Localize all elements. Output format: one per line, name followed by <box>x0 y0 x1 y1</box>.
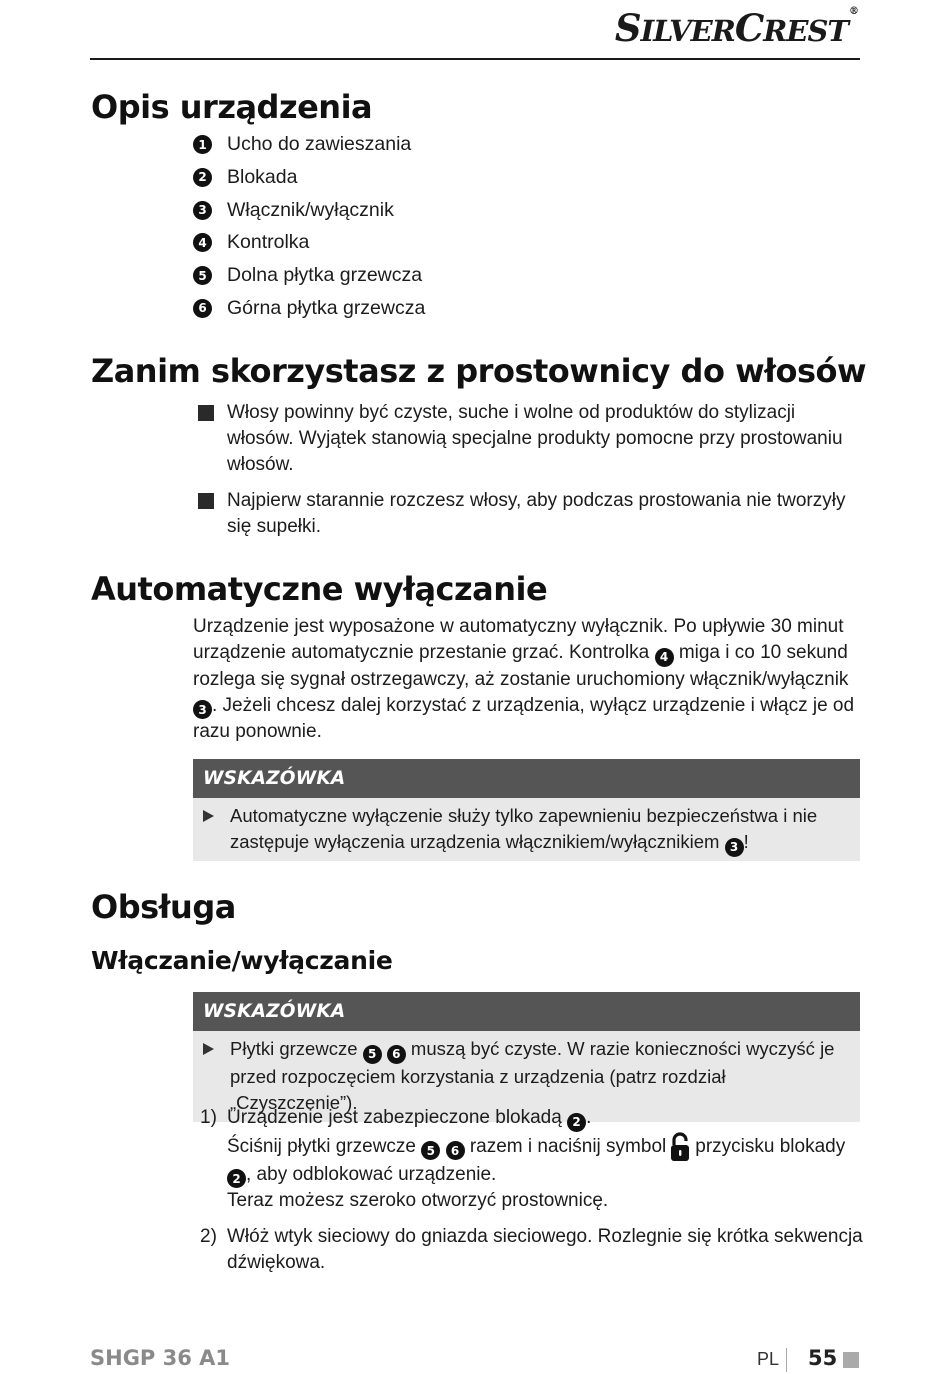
note-box-plates <box>193 992 860 1122</box>
note-heading: WSKAZÓWKA <box>193 759 860 798</box>
number-badge-icon: 5 <box>421 1141 440 1160</box>
square-bullet-icon <box>198 493 214 509</box>
note-text: Automatyczne wyłączenie służy tylko zapewnieniu bezpieczeństwa i nie zastępuje wyłączenia urządzenia włącznikiem/wyłącznikiem 3 ! <box>230 803 848 857</box>
number-badge-icon: 3 <box>193 700 212 719</box>
number-badge-icon: 4 <box>193 233 212 252</box>
list-item <box>198 400 860 478</box>
auto-shutoff-paragraph <box>193 614 860 745</box>
note-body <box>193 798 860 861</box>
step-line: Ściśnij płytki grzewcze 5 6 razem i naciśnij symbol przycisku blokady 2 , aby odblokować urządzenie. <box>227 1132 865 1189</box>
paragraph-text: Urządzenie jest wyposażone w automatyczny wyłącznik. Po upływie 30 minut urządzenie automatycznie przestanie grzać. Kontrolka <box>193 616 844 663</box>
part-label: Kontrolka <box>227 231 310 254</box>
number-badge-icon: 6 <box>193 299 212 318</box>
note-text: Płytki grzewcze 5 6 muszą być czyste. W razie konieczności wyczyść je przed rozpoczęciem korzystania z urządzenia (patrz rozdział „Czyszczenie”). <box>230 1038 835 1113</box>
part-item <box>193 130 425 163</box>
part-item <box>193 228 425 261</box>
note-box-auto-shutoff <box>193 759 860 861</box>
step-line: Urządzenie jest zabezpieczone blokadą 2 . <box>227 1105 865 1132</box>
part-item <box>193 196 425 229</box>
page-header <box>90 0 860 60</box>
step-marker: 2) <box>200 1226 217 1247</box>
bullet-text: Najpierw starannie rozczesz włosy, aby podczas prostowania nie tworzyły się supełki. <box>227 490 846 537</box>
number-badge-icon: 6 <box>446 1141 465 1160</box>
footer-model-number: SHGP 36 A1 <box>90 1346 231 1370</box>
list-item <box>198 488 860 540</box>
footer-language: PL <box>757 1349 780 1369</box>
section-title-device-description: Opis urządzenia <box>91 88 373 126</box>
part-label: Włącznik/wyłącznik <box>227 198 394 221</box>
number-badge-icon: 2 <box>227 1169 246 1188</box>
step-item <box>200 1224 865 1276</box>
silvercrest-logo: SILVERCREST® <box>614 6 858 50</box>
square-bullet-icon <box>198 405 214 421</box>
part-label: Górna płytka grzewcza <box>227 296 426 319</box>
step-marker: 1) <box>200 1107 217 1128</box>
parts-list <box>193 130 425 327</box>
number-badge-icon: 1 <box>193 135 212 154</box>
part-item <box>193 163 425 196</box>
step-line: Teraz możesz szeroko otworzyć prostownicę. <box>227 1190 609 1211</box>
arrow-bullet-icon <box>203 1043 214 1055</box>
paragraph-text: . Jeżeli chcesz dalej korzystać z urządzenia, wyłącz urządzenie i włącz je od razu ponownie. <box>193 694 855 742</box>
paragraph-text: miga i co 10 sekund rozlega się sygnał ostrzegawczy, aż zostanie uruchomiony włącznik/wyłącznik <box>193 642 849 690</box>
unlock-padlock-icon <box>669 1132 691 1162</box>
number-badge-icon: 5 <box>363 1045 382 1064</box>
step-text: Włóż wtyk sieciowy do gniazda sieciowego. Rozlegnie się krótka sekwencja dźwiękowa. <box>227 1226 863 1273</box>
footer-square-icon <box>843 1352 859 1368</box>
arrow-bullet-icon <box>203 810 214 822</box>
part-label: Dolna płytka grzewcza <box>227 264 423 287</box>
part-item <box>193 294 425 327</box>
step-item <box>200 1105 865 1214</box>
number-badge-icon: 3 <box>725 838 744 857</box>
number-badge-icon: 5 <box>193 266 212 285</box>
steps-list <box>200 1105 865 1286</box>
number-badge-icon: 3 <box>193 201 212 220</box>
part-label: Ucho do zawieszania <box>227 133 412 155</box>
part-label: Blokada <box>227 165 298 188</box>
preparation-bullets <box>198 400 860 550</box>
footer-page-number: 55 <box>808 1346 838 1370</box>
footer-divider <box>786 1348 787 1372</box>
bullet-text: Włosy powinny być czyste, suche i wolne od produktów do stylizacji włosów. Wyjątek stanowią specjalne produkty pomocne przy prostowaniu włosów. <box>227 402 843 475</box>
number-badge-icon: 2 <box>567 1113 586 1132</box>
number-badge-icon: 2 <box>193 168 212 187</box>
section-title-before-use: Zanim skorzystasz z prostownicy do włosów <box>91 352 867 390</box>
number-badge-icon: 4 <box>655 648 674 667</box>
step-content <box>227 1105 865 1214</box>
section-title-operation: Obsługa <box>91 888 236 926</box>
number-badge-icon: 6 <box>387 1045 406 1064</box>
note-heading: WSKAZÓWKA <box>193 992 860 1031</box>
section-title-auto-shutoff: Automatyczne wyłączanie <box>91 570 548 608</box>
subsection-title-on-off: Włączanie/wyłączanie <box>91 946 393 975</box>
part-item <box>193 261 425 294</box>
